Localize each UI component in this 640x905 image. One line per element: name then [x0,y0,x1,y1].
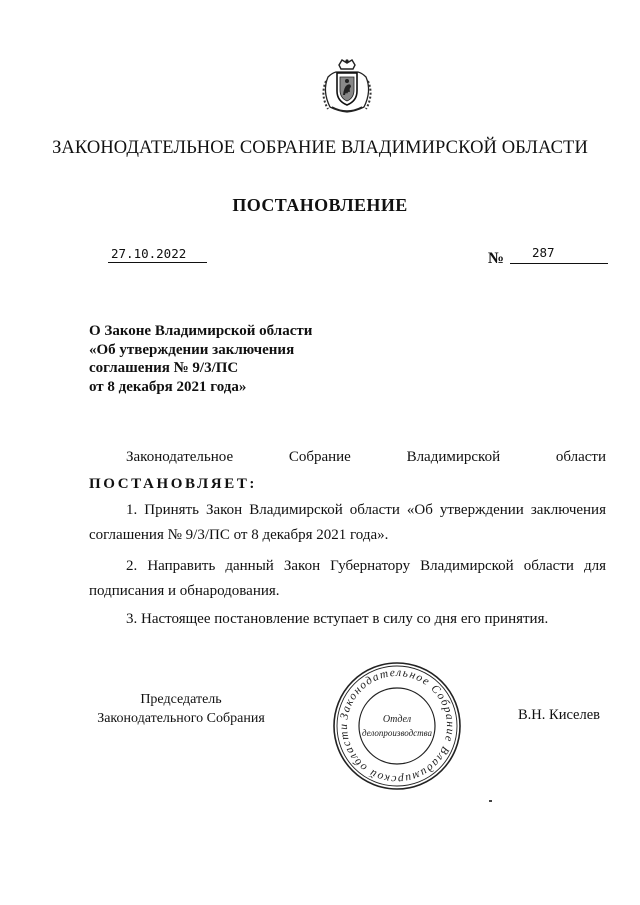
preamble [126,449,606,466]
document-date: 27.10.2022 [108,246,207,263]
paragraph-text: 1. Принять Закон Владимирской области «Об утверждении заключения соглашения № 9/3/ПС от 8 декабря 2021 года». [89,502,606,543]
signatory-name: В.Н. Киселев [518,707,601,723]
subject-line: «Об утверждении заключения [89,341,295,358]
preamble-word: области [555,449,606,465]
subject-line: О Законе Владимирской области [89,323,313,339]
document-number: 287 [510,245,608,264]
signatory-title-line: Законодательного Собрания [97,711,265,726]
subject-line: от 8 декабря 2021 года» [89,378,247,395]
stamp-center-line: Отдел [382,714,412,725]
resolves-heading: ПОСТАНОВЛЯЕТ: [89,476,258,492]
stamp-center-line: делопроизводства [361,728,433,738]
paragraph-2 [89,554,606,604]
document-type: ПОСТАНОВЛЕНИЕ [232,195,408,215]
preamble-word: Владимирской [406,449,501,465]
document-subject [89,322,312,396]
svg-text:Законодательное Собрание Влади [338,667,456,785]
signatory-title-line: Председатель [140,692,222,707]
preamble-word: Собрание [288,449,351,465]
official-stamp [331,660,463,792]
coat-of-arms-icon [318,57,376,115]
paragraph-3: 3. Настоящее постановление вступает в силу со дня его принятия. [126,611,549,627]
stamp-ring-text: Законодательное Собрание Владимирской области [337,666,457,786]
organization-title: ЗАКОНОДАТЕЛЬНОЕ СОБРАНИЕ ВЛАДИМИРСКОЙ ОБЛАСТИ [52,138,588,158]
signatory-title [89,690,273,728]
paragraph-text: 2. Направить данный Закон Губернатору Владимирской области для подписания и обнародования. [89,558,606,599]
paragraph-1 [89,498,606,548]
preamble-word: Законодательное [126,449,234,465]
speck [489,800,492,802]
subject-line: соглашения № 9/3/ПС [89,360,239,376]
number-label: № [488,250,505,267]
